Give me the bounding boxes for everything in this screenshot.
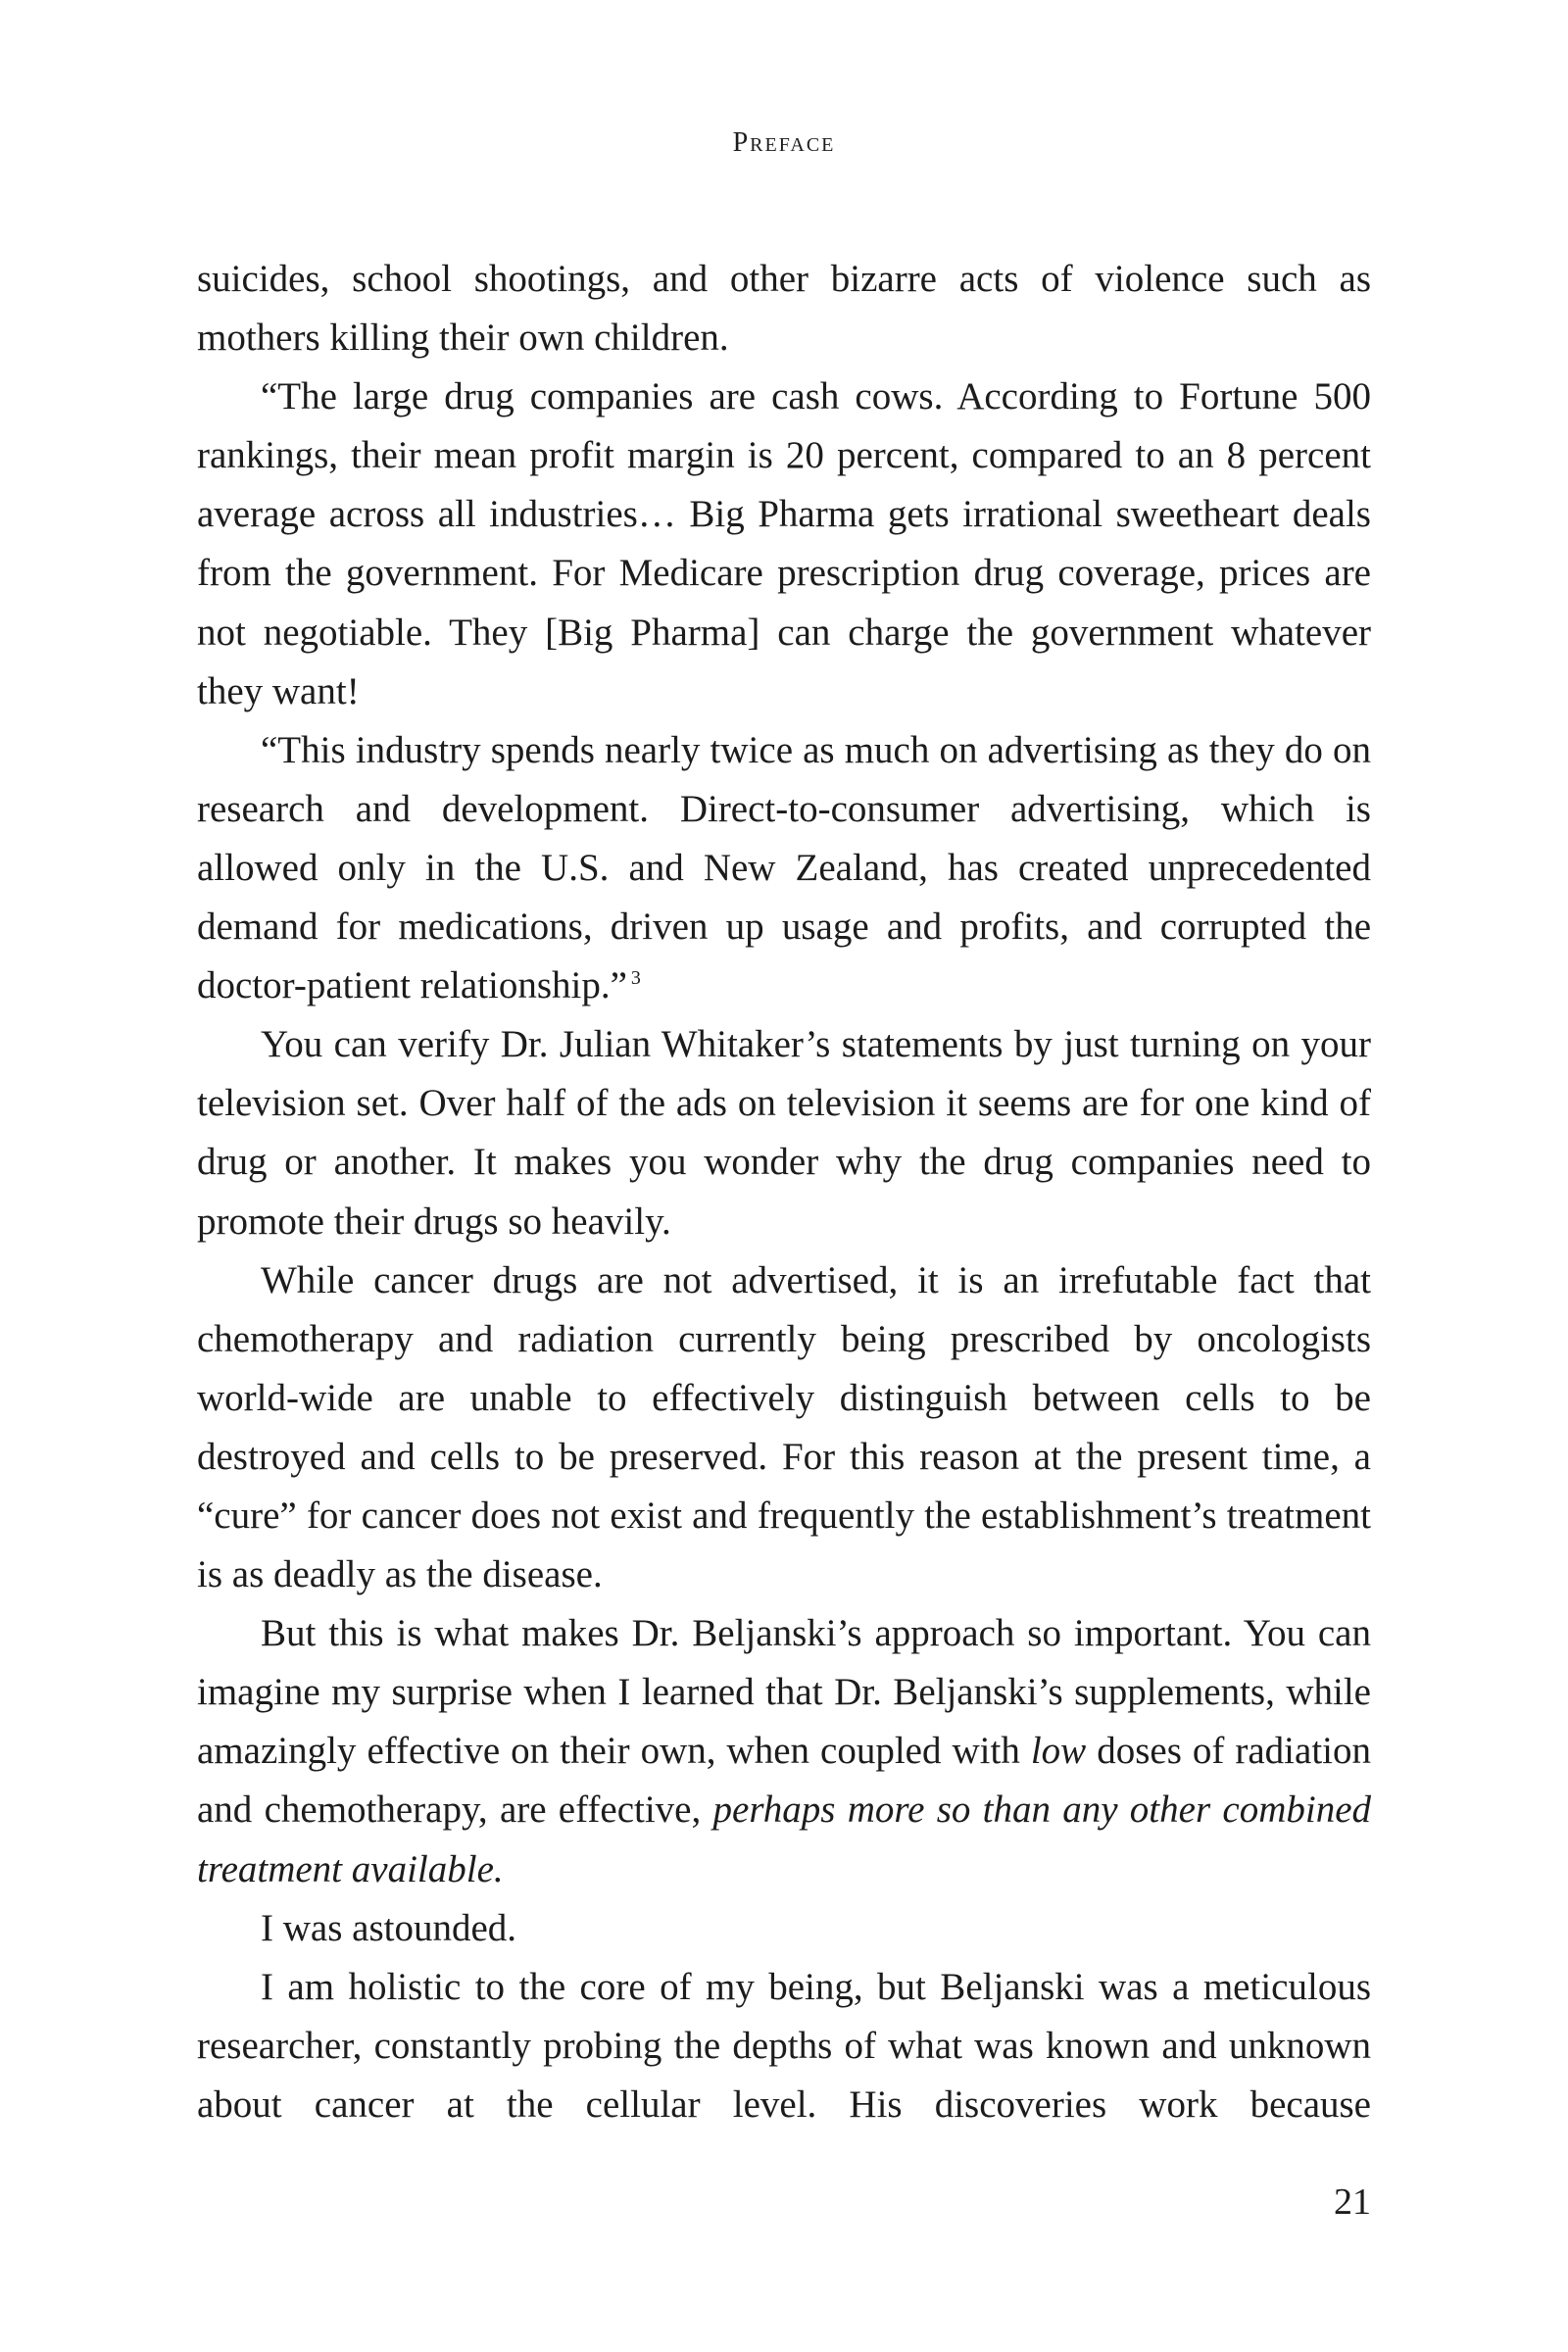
paragraph-continued: suicides, school shootings, and other bizarre acts of violence such as mothers killing their own children. — [197, 258, 1371, 360]
emphasis-combined-treatment: perhaps more so than any other combined treatment available. — [197, 1788, 1372, 1890]
paragraph-quote-cash-cows: “The large drug companies are cash cows. According to Fortune 500 rankings, their mean profit margin is 20 percent, compared to an 8 percent average across all industries… Big Pharma gets irrational sweetheart deals from the government. For Medicare prescription drug coverage, prices are not negotiable. They [Big Pharma] can charge the government whatever they want! — [197, 375, 1371, 712]
page-number: 21 — [1334, 2181, 1371, 2223]
paragraph-verify: You can verify Dr. Julian Whitaker’s statements by just turning on your television set. Over half of the ads on television it seems are for one kind of drug or another. It makes you wonder why the drug companies need to promote their drugs so heavily. — [197, 1023, 1371, 1243]
paragraph-text: “This industry spends nearly twice as much on advertising as they do on research and development. Direct-to-consumer advertising, which is allowed only in the U.S. and New Zealand, has created unprecedented demand for medications, driven up usage and profits, and corrupted the doctor-patient relationship.” — [197, 728, 1371, 1007]
paragraph-text: doses of radiation and chemotherapy, are effective, — [197, 1730, 1371, 1832]
body-text — [197, 250, 1371, 2134]
footnote-marker: 3 — [630, 967, 641, 990]
paragraph-astounded: I was astounded. — [261, 1906, 517, 1949]
paragraph-cancer-drugs: While cancer drugs are not advertised, it is an irrefutable fact that chemotherapy and radiation currently being prescribed by oncologists world-wide are unable to effectively distinguish between cells to be destroyed and cells to be preserved. For this reason at the present time, a “cure” for cancer does not exist and frequently the establishment’s treatment is as deadly as the disease. — [197, 1258, 1371, 1596]
paragraph-quote-advertising — [197, 721, 1371, 1015]
paragraph-beljanski-approach — [197, 1604, 1371, 1898]
paragraph-text: But this is what makes Dr. Beljanski’s approach so important. You can imagine my surprise when I learned that Dr. Beljanski’s supplements, while amazingly effective on their own, when coupled with — [197, 1612, 1371, 1773]
paragraph-holistic: I am holistic to the core of my being, but Beljanski was a meticulous researcher, constantly probing the depths of what was known and unknown about cancer at the cellular level. His discoveries work because — [197, 1965, 1371, 2126]
emphasis-low: low — [1030, 1730, 1087, 1773]
running-head: Preface — [732, 127, 836, 158]
